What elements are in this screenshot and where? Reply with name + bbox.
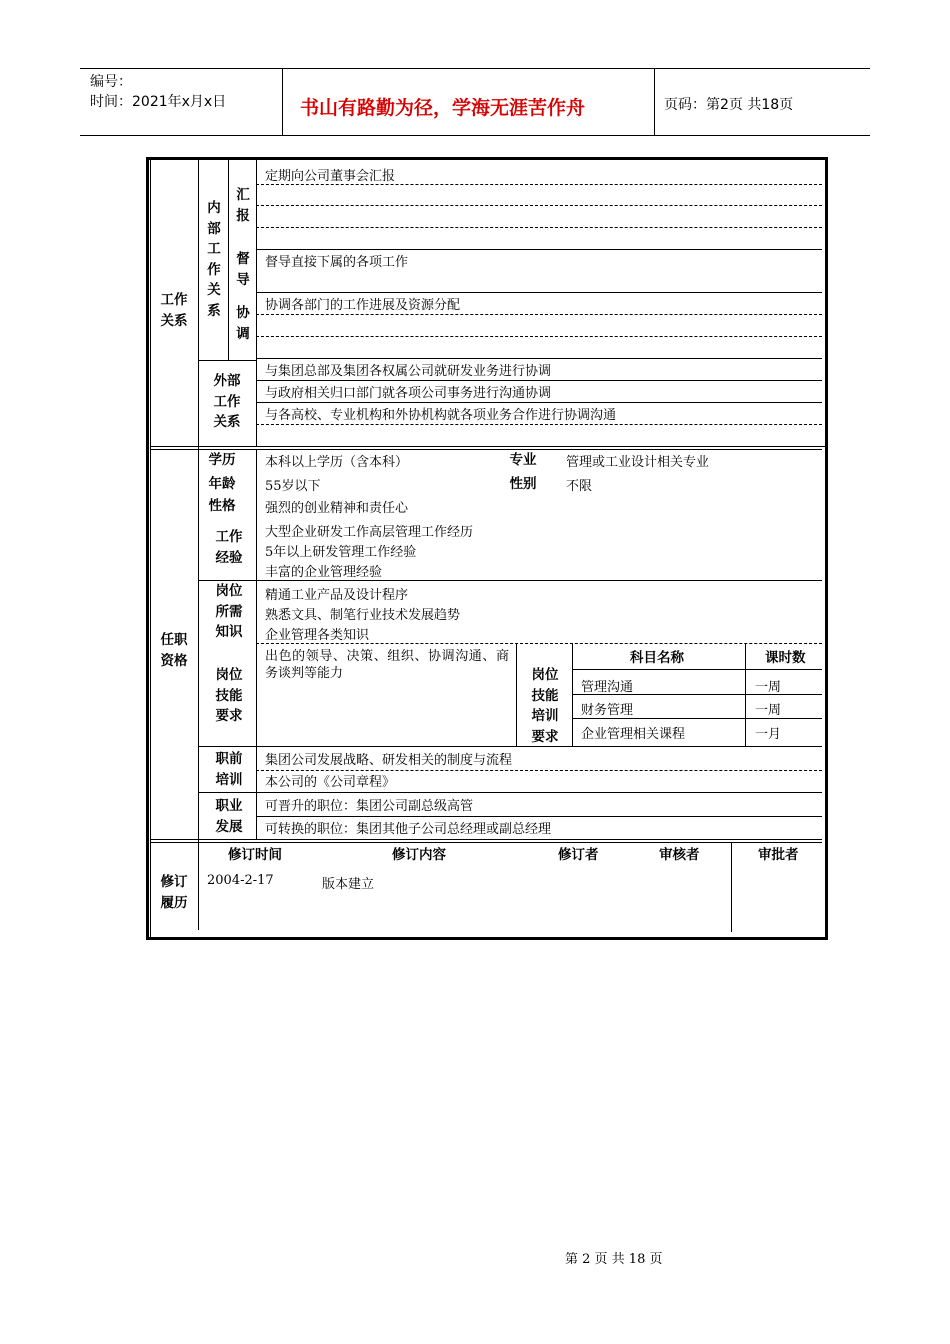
page-label: 页码：第2页 共18页 (664, 97, 794, 113)
col-approver: 审批者 (758, 847, 799, 863)
qualifications-label: 任职 资格 (160, 632, 188, 669)
major-label: 专业 (509, 452, 537, 468)
character-value: 强烈的创业精神和责任心 (265, 501, 409, 516)
training-row-3-subject: 企业管理相关课程 (581, 727, 686, 742)
coordinate-label: 协调 (236, 305, 250, 342)
revision-row-content: 版本建立 (322, 877, 375, 892)
gender-label: 性别 (509, 476, 537, 492)
col-time: 修订时间 (228, 847, 282, 863)
revision-row-time: 2004-2-17 (207, 873, 274, 888)
training-label: 岗位 技能 培训 要求 (531, 667, 559, 745)
character-label: 性格 (208, 498, 236, 514)
gender-value: 不限 (566, 479, 593, 494)
experience-item-3: 丰富的企业管理经验 (265, 565, 383, 580)
career-item-1: 可晋升的职位：集团公司副总级高管 (265, 799, 474, 814)
training-row-2-subject: 财务管理 (581, 703, 634, 718)
col-reviser: 修订者 (558, 847, 599, 863)
experience-item-2: 5年以上研发管理工作经验 (265, 545, 417, 560)
external-item-2: 与政府相关归口部门就各项公司事务进行沟通协调 (265, 386, 552, 401)
time-label: 时间：2021年x月x日 (90, 94, 227, 110)
footer-page-number: 第 2 页 共 18 页 (565, 1252, 663, 1267)
col-content: 修订内容 (392, 847, 446, 863)
education-label: 学历 (208, 452, 236, 468)
external-relations-label: 外部 工作 关系 (213, 373, 241, 430)
external-item-1: 与集团总部及集团各权属公司就研发业务进行协调 (265, 364, 552, 379)
training-row-3-hours: 一月 (755, 727, 782, 742)
age-label: 年龄 (208, 476, 236, 492)
preservice-item-1: 集团公司发展战略、研发相关的制度与流程 (265, 753, 513, 768)
major-value: 管理或工业设计相关专业 (566, 455, 710, 470)
coordinate-item: 协调各部门的工作进展及资源分配 (265, 298, 461, 313)
knowledge-item-3: 企业管理各类知识 (265, 628, 370, 643)
knowledge-label: 岗位 所需 知识 (215, 583, 243, 640)
training-row-2-hours: 一周 (755, 703, 782, 718)
report-item: 定期向公司董事会汇报 (265, 169, 396, 184)
external-item-3: 与各高校、专业机构和外协机构就各项业务合作进行协调沟通 (265, 408, 617, 423)
career-label: 职业 发展 (215, 798, 243, 835)
education-value: 本科以上学历（含本科） (265, 455, 409, 470)
preservice-item-2: 本公司的《公司章程》 (265, 775, 396, 790)
skill-text: 出色的领导、决策、组织、协调沟通、商务谈判等能力 (265, 649, 509, 681)
col-auditor: 审核者 (659, 847, 700, 863)
report-label: 汇报 (236, 187, 250, 224)
serial-label: 编号： (90, 74, 132, 90)
supervise-item: 督导直接下属的各项工作 (265, 255, 409, 270)
training-header-hours: 课时数 (765, 650, 806, 666)
internal-relations-label: 内部工作关系 (207, 200, 221, 319)
training-row-1-subject: 管理沟通 (581, 680, 634, 695)
knowledge-item-2: 熟悉文具、制笔行业技术发展趋势 (265, 608, 461, 623)
preservice-label: 职前 培训 (215, 751, 243, 788)
experience-item-1: 大型企业研发工作高层管理工作经历 (265, 525, 474, 540)
career-item-2: 可转换的职位：集团其他子公司总经理或副总经理 (265, 822, 552, 837)
revision-label: 修订 履历 (160, 874, 188, 911)
knowledge-item-1: 精通工业产品及设计程序 (265, 588, 409, 603)
age-value: 55岁以下 (265, 479, 321, 494)
experience-label: 工作 经验 (215, 529, 243, 566)
training-header-subject: 科目名称 (630, 650, 684, 666)
work-relations-label: 工作 关系 (160, 292, 188, 329)
skill-label: 岗位 技能 要求 (215, 667, 243, 724)
motto: 书山有路勤为径，学海无涯苦作舟 (300, 97, 586, 119)
supervise-label: 督导 (236, 251, 250, 288)
training-row-1-hours: 一周 (755, 680, 782, 695)
